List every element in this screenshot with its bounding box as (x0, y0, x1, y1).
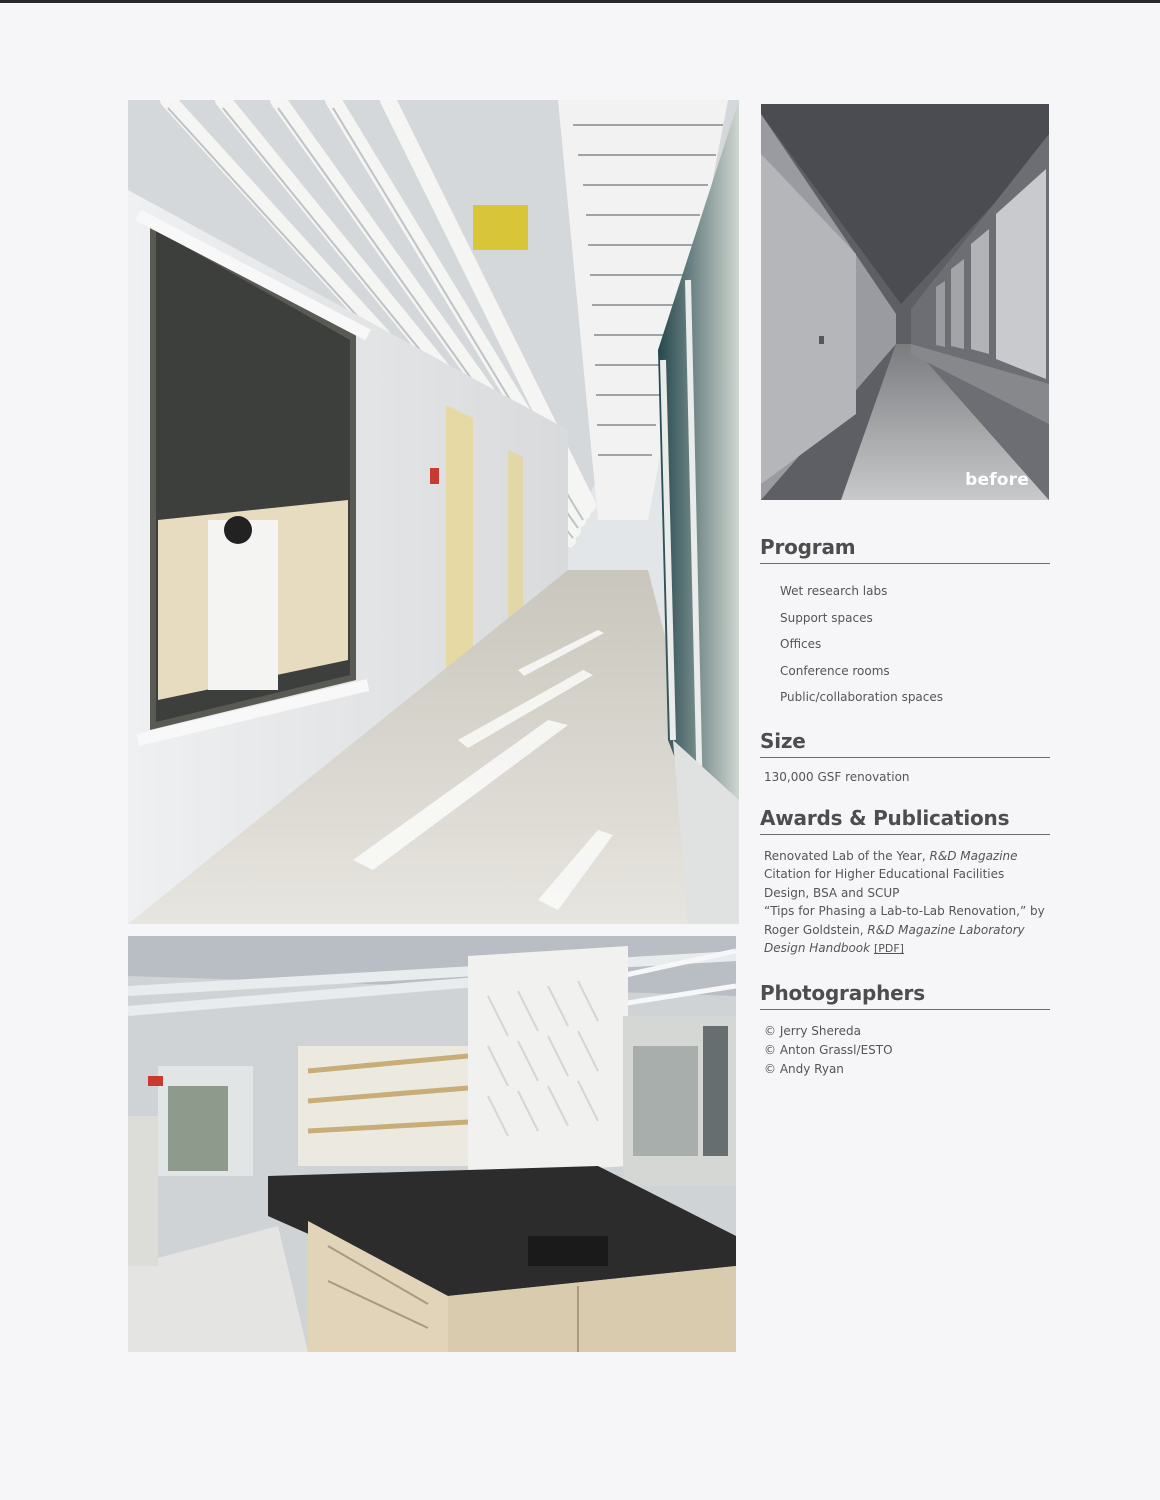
award-publication: R&D Magazine Laboratory Design Handbook (764, 922, 1025, 955)
photographers-heading: Photographers (760, 981, 1050, 1010)
award-text: Renovated Lab of the Year, (764, 848, 930, 863)
photographer-credit: © Jerry Shereda (764, 1023, 861, 1038)
awards-heading: Awards & Publications (760, 806, 1050, 835)
size-text: 130,000 GSF renovation (764, 769, 910, 784)
award-publication: R&D Magazine (929, 848, 1018, 863)
program-list (760, 564, 1050, 711)
program-heading: Program (760, 535, 1050, 564)
size-heading: Size (760, 729, 1050, 758)
photographers-list (760, 1010, 1050, 1079)
before-photo (761, 104, 1049, 500)
award-item: Citation for Higher Educational Facilities Design, BSA and SCUP (764, 867, 1005, 900)
project-info-sidebar (760, 535, 1050, 1079)
lab-photo (128, 936, 736, 1352)
awards-list (760, 835, 1050, 959)
award-item (764, 847, 1050, 866)
before-label: before (965, 470, 1029, 490)
program-item: Wet research labs (780, 584, 888, 598)
award-text: “Tips for Phasing a Lab-to-Lab Renovation,” by Roger Goldstein, (764, 904, 1045, 937)
program-item: Support spaces (780, 610, 873, 625)
page-top-edge (0, 0, 1160, 3)
program-item: Offices (780, 637, 822, 651)
corridor-photo (128, 100, 739, 924)
pdf-link[interactable]: [PDF] (873, 942, 904, 955)
award-item (764, 902, 1050, 959)
photographer-credit: © Andy Ryan (764, 1061, 844, 1076)
program-item: Conference rooms (780, 663, 890, 678)
program-item: Public/collaboration spaces (780, 690, 944, 704)
photographer-credit: © Anton Grassl/ESTO (764, 1042, 893, 1057)
